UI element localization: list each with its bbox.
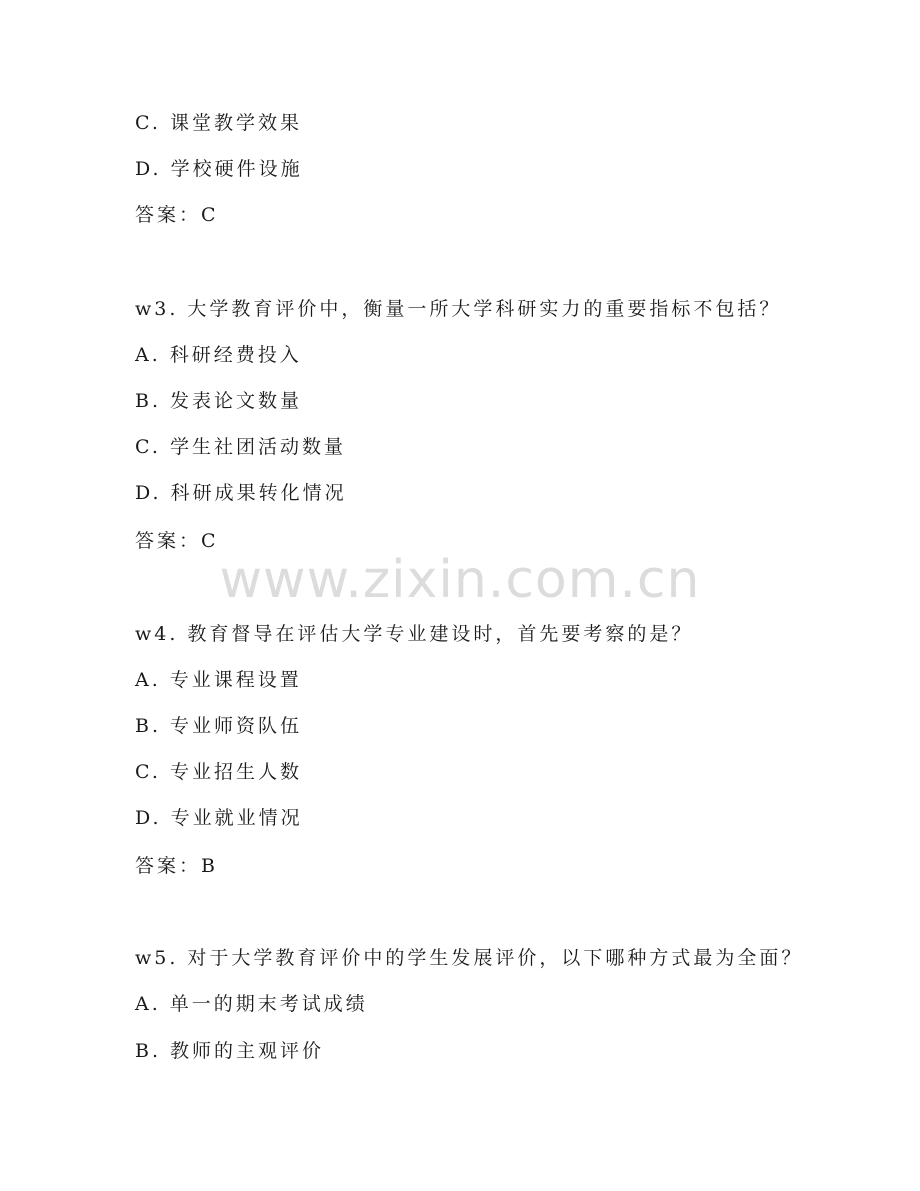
q4-option-d: D. 专业就业情况 [135, 807, 303, 829]
q5-question: w5. 对于大学教育评价中的学生发展评价，以下哪种方式最为全面？ [135, 947, 804, 969]
q4-question: w4. 教育督导在评估大学专业建设时，首先要考察的是？ [135, 623, 694, 645]
q3-option-d: D. 科研成果转化情况 [135, 482, 347, 504]
q3-question: w3. 大学教育评价中，衡量一所大学科研实力的重要指标不包括？ [135, 298, 782, 320]
q3-option-c: C. 学生社团活动数量 [135, 436, 346, 458]
q5-option-b: B. 教师的主观评价 [135, 1040, 325, 1062]
q2-answer: 答案：C [135, 204, 219, 226]
watermark: www.zixin.com.cn [219, 550, 701, 610]
q4-answer: 答案：B [135, 855, 218, 877]
q3-option-b: B. 发表论文数量 [135, 390, 303, 412]
q3-option-a: A. 科研经费投入 [135, 344, 302, 366]
q4-option-a: A. 专业课程设置 [135, 669, 302, 691]
q5-option-a: A. 单一的期末考试成绩 [135, 993, 368, 1015]
q3-answer: 答案：C [135, 530, 219, 552]
q4-option-c: C. 专业招生人数 [135, 761, 302, 783]
q2-option-c: C. 课堂教学效果 [135, 112, 302, 134]
q2-option-d: D. 学校硬件设施 [135, 158, 303, 180]
q4-option-b: B. 专业师资队伍 [135, 715, 303, 737]
